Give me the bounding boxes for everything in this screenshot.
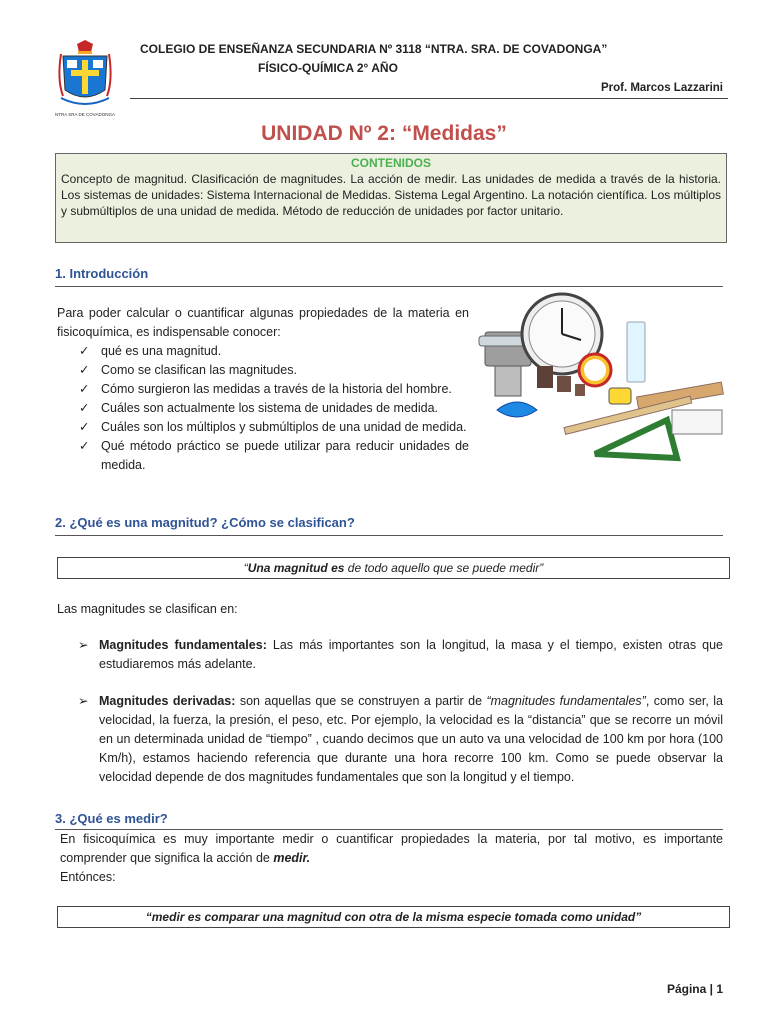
derived-text-continued: , como ser, la velocidad, la fuerza, la presión, el peso, etc. Por ejemplo, la velocidad es la “distancia” que se recorre un móvil en un determinada unidad de “tiempo” , cuando decimos que un auto va una velocidad de 100 km por hora (100 Km/h), estamos haciendo referencia que durante una hora recorre 100 km. Como se puede observar la velocidad depende de dos magnitudes fundamentales que son la longitud y el tiempo.: [99, 694, 723, 784]
contents-text: Concepto de magnitud. Clasificación de magnitudes. La acción de medir. Las unidades de medida a través de la historia. Los sistemas de unidades: Sistema Internacional de Medidas. Sistema Legal Argentino. La notación científica. Los múltiplos y submúltiplos de una unidad de medida. Método de reducción de unidades por factor unitario.: [61, 172, 721, 218]
classification-intro: Las magnitudes se clasifican en:: [57, 602, 238, 616]
definition-term: Una magnitud es: [247, 561, 345, 575]
section-3-title: 3. ¿Qué es medir?: [55, 811, 168, 826]
magnitude-definition: “Una magnitud es de todo aquello que se puede medir”: [57, 557, 730, 579]
fundamental-label: Magnitudes fundamentales:: [99, 638, 267, 652]
fundamental-text: Las más importantes son la longitud, la masa y el tiempo, existen otras que estudiaremos más adelante.: [99, 638, 724, 671]
derived-label: Magnitudes derivadas:: [99, 694, 236, 708]
section-1-divider: [55, 286, 723, 287]
contents-heading: CONTENIDOS: [350, 156, 431, 170]
section-2-title: 2. ¿Qué es una magnitud? ¿Cómo se clasifican?: [55, 515, 355, 530]
section-3-emphasis: medir.: [273, 851, 311, 865]
list-item: [78, 692, 723, 787]
check-mark-icon: ✓: [79, 363, 90, 377]
check-mark-icon: ✓: [79, 382, 90, 396]
section-2-divider: [55, 535, 723, 536]
arrow-bullet-icon: ➢: [78, 694, 89, 708]
list-item: ✓ Como se clasifican las magnitudes.: [79, 361, 469, 380]
list-item: ✓ Cuáles son actualmente los sistema de unidades de medida.: [79, 399, 469, 418]
list-item: [78, 636, 723, 674]
measure-definition: “medir es comparar una magnitud con otra de la misma especie tomada como unidad”: [57, 906, 730, 928]
unit-title: UNIDAD Nº 2: “Medidas”: [261, 122, 507, 145]
list-item: ✓ qué es una magnitud.: [79, 342, 469, 361]
list-item: ✓ Cómo surgieron las medidas a través de la historia del hombre.: [79, 380, 469, 399]
teacher-name: Prof. Marcos Lazzarini: [600, 82, 723, 94]
subject-name: FÍSICO-QUÍMICA 2° AÑO: [258, 61, 398, 75]
check-mark-icon: ✓: [79, 420, 90, 434]
arrow-bullet-icon: ➢: [78, 638, 89, 652]
section-3-body: [60, 830, 723, 887]
list-item: ✓ Cuáles son los múltiplos y submúltiplos de una unidad de medida.: [79, 418, 469, 437]
section-1-intro: Para poder calcular o cuantificar algunas propiedades de la materia en fisicoquímica, es indispensable conocer:: [57, 306, 469, 339]
derived-text: son aquellas que se construyen a partir de: [235, 694, 487, 708]
contents-box: [55, 153, 727, 243]
definition-text: de todo aquello que se puede medir: [344, 561, 540, 575]
check-mark-icon: ✓: [79, 344, 90, 358]
school-name: COLEGIO DE ENSEÑANZA SECUNDARIA Nº 3118 “NTRA. SRA. DE COVADONGA”: [140, 42, 608, 56]
checklist: [79, 342, 469, 475]
section-1-body: [57, 304, 469, 475]
list-item: ✓ Qué método práctico se puede utilizar para reducir unidades de medida.: [79, 439, 469, 472]
header-divider: [130, 98, 728, 99]
check-mark-icon: ✓: [79, 401, 90, 415]
measuring-instruments-image: [477, 292, 725, 464]
section-3-text: En fisicoquímica es muy importante medir o cuantificar propiedades la materia, por tal motivo, es importante comprender que significa la acción de: [60, 832, 723, 865]
derived-quote: “magnitudes fundamentales”: [486, 694, 646, 708]
page-number: Página | 1: [666, 982, 723, 996]
section-3-then: Entónces:: [60, 870, 116, 884]
school-crest-icon: [55, 40, 115, 118]
crest-caption: NTRA SRA DE COVADONGA: [55, 112, 115, 117]
check-mark-icon: ✓: [79, 439, 90, 453]
section-1-title: 1. Introducción: [55, 266, 149, 281]
